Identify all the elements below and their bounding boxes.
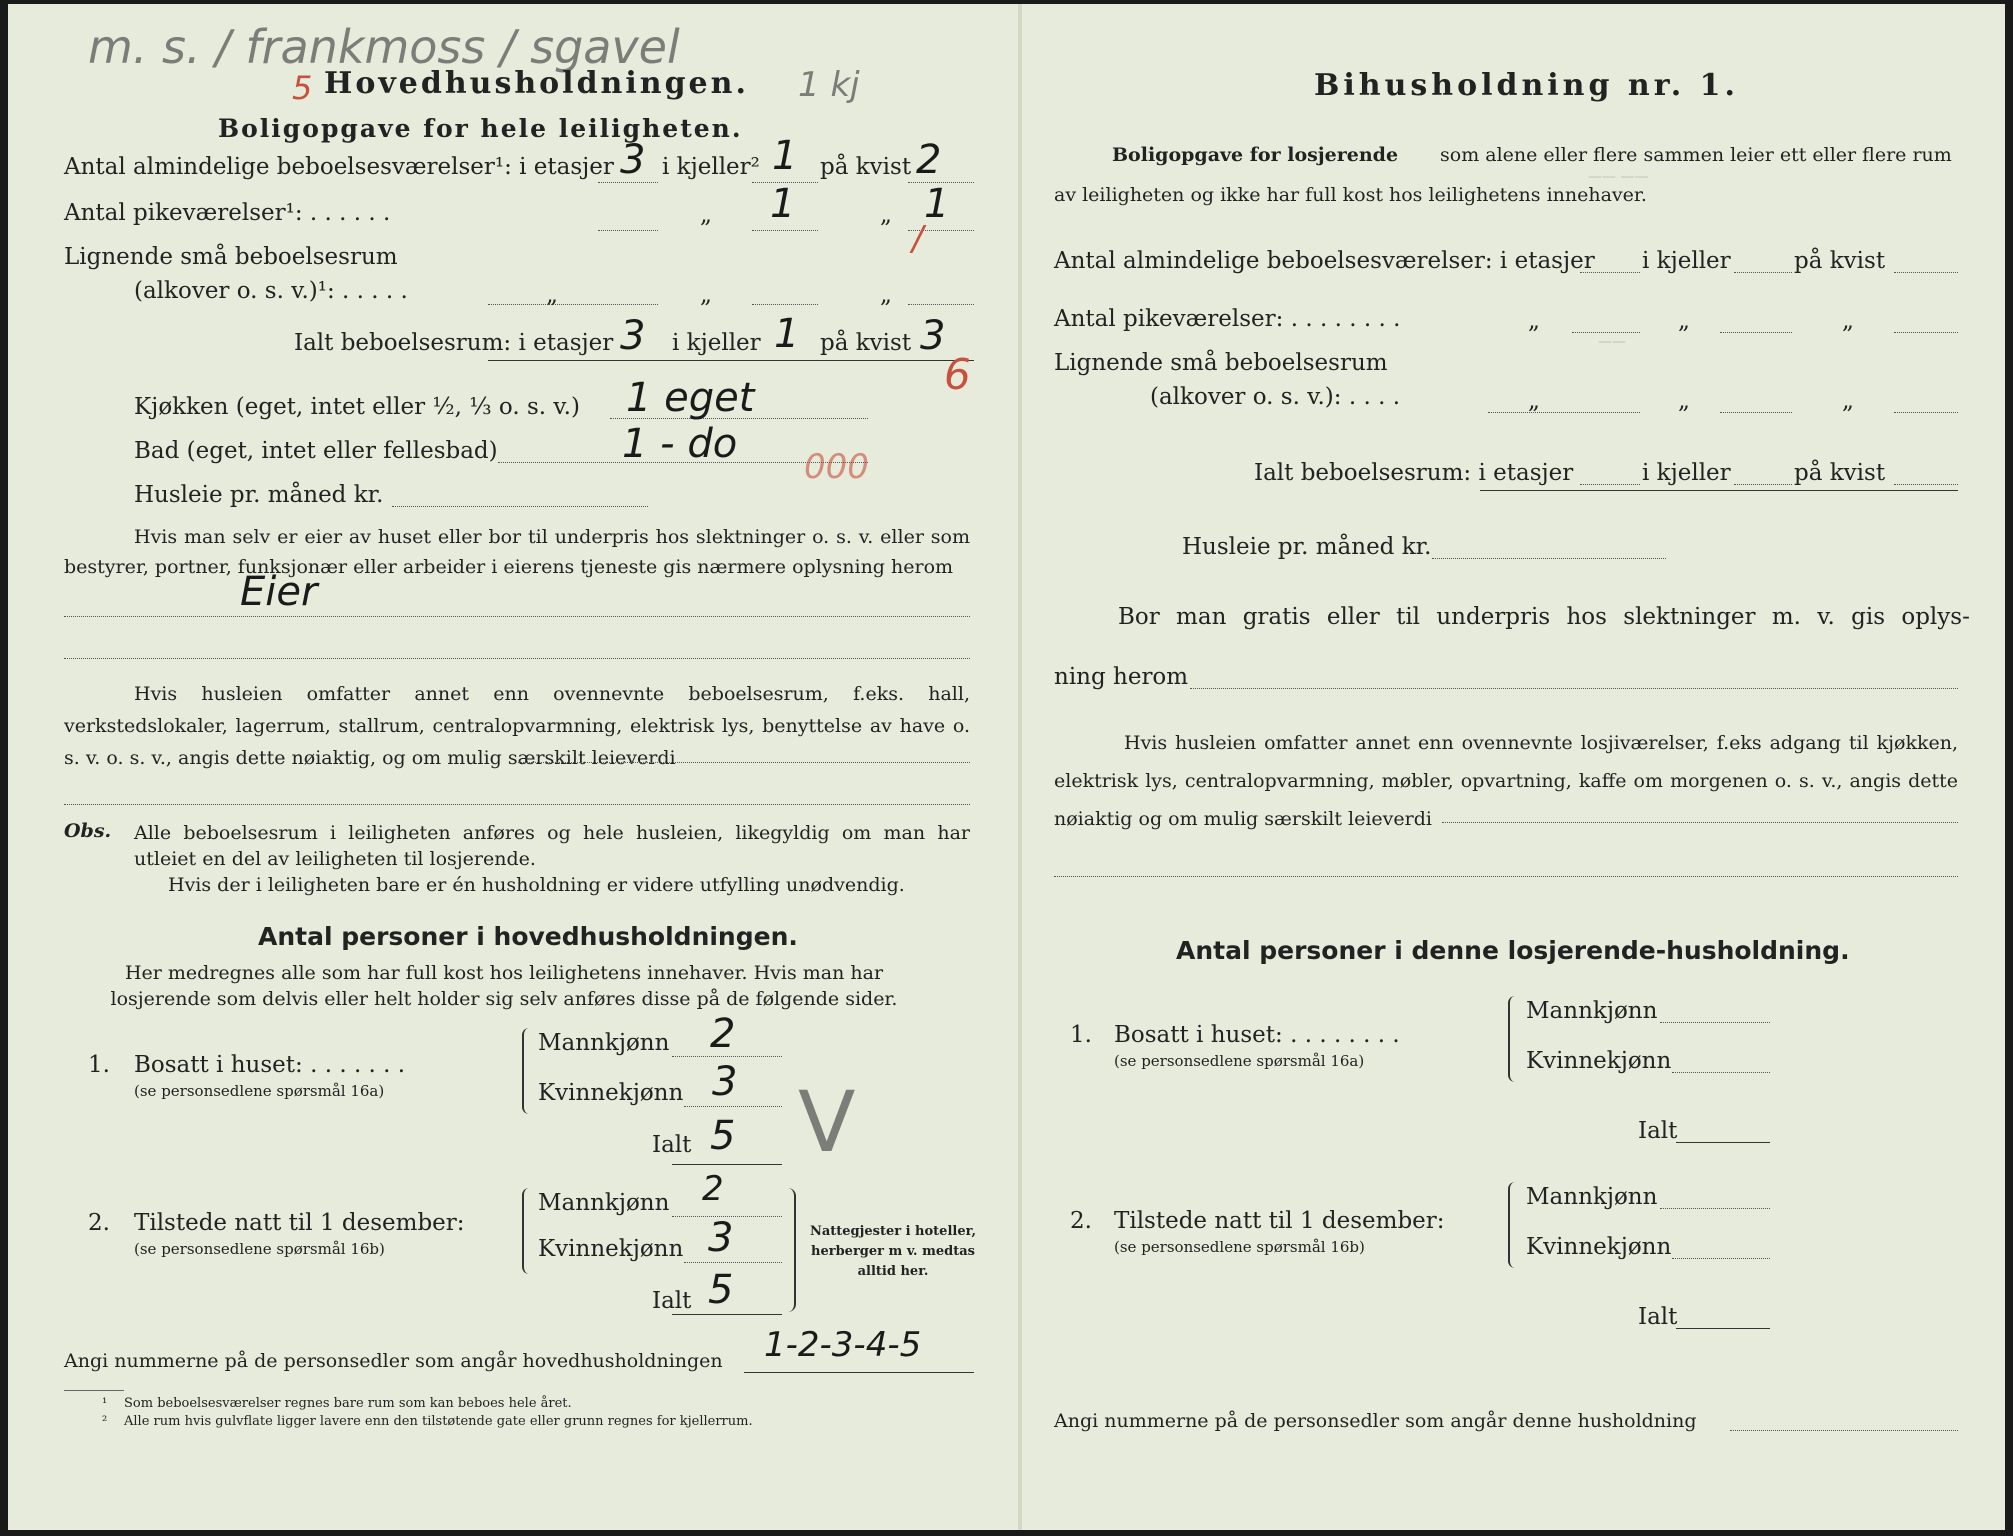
q1-kvinne-line: [684, 1106, 782, 1107]
handwritten-corner-note: 1 kj: [798, 65, 860, 105]
handwritten-pike-kvist: 1: [924, 181, 950, 227]
ialt-kvist-line: [1894, 484, 1958, 485]
alkover-kjeller-line: [1720, 412, 1792, 413]
ialt-beboelsesrum-label: Ialt beboelsesrum: i etasjer: [1254, 460, 1574, 486]
lignende-label: Lignende små beboelsesrum: [64, 244, 398, 270]
q1-mann-label: Mannkjønn: [1526, 998, 1658, 1024]
q2-mann-line: [1660, 1208, 1770, 1209]
i-kjeller-label: i kjeller: [1642, 248, 1731, 274]
pike-etasjer-line: [598, 230, 658, 231]
pike-kjeller-line: [752, 230, 818, 231]
footnote-1: Som beboelsesværelser regnes bare rum som kan beboes hele året.: [124, 1396, 572, 1411]
q2-ialt-line: [672, 1314, 782, 1315]
page-fold: [1018, 4, 1022, 1530]
obs-text-2: Hvis der i leiligheten bare er én husholdning er videre utfylling unødvendig.: [168, 874, 905, 896]
q1-kvinne-label: Kvinnekjønn: [1526, 1048, 1672, 1074]
kjokken-label: Kjøkken (eget, intet eller ½, ⅓ o. s. v.): [134, 394, 580, 420]
ditto-mark: „: [1528, 308, 1540, 334]
q1-number: 1.: [1070, 1022, 1092, 1048]
q2-kvinne-label: Kvinnekjønn: [538, 1236, 684, 1262]
census-form-sheet: [8, 4, 2005, 1530]
omfatter-instructions: Hvis husleien omfatter annet enn ovennevnte losjiværelser, f.eks adgang til kjøkken, elektrisk lys, centralopvarmning, møbler, opvartning, kaffe om morgenen o. s. v., angis dette nøiaktig og om mulig særskilt leieverdi: [1054, 732, 1958, 830]
handwritten-pike-kjeller: 1: [770, 181, 796, 227]
footnote-1-number: ¹: [102, 1396, 108, 1411]
paa-kvist-label: på kvist: [1794, 460, 1886, 486]
section-subtitle: Boligopgave for hele leiligheten.: [218, 114, 743, 143]
footnote-2: Alle rum hvis gulvflate ligger lavere enn den tilstøtende gate eller grunn regnes for kjellerrum.: [124, 1414, 753, 1429]
handwritten-page-mark: 5: [292, 69, 313, 107]
eier-line-2: [64, 658, 970, 659]
personer-title: Antal personer i denne losjerende-husholdning.: [1176, 936, 1850, 965]
q1-number: 1.: [88, 1052, 110, 1078]
i-kjeller-label: i kjeller: [672, 330, 761, 356]
q2-ialt-line: [1676, 1328, 1770, 1329]
q2-sub: (se personsedlene spørsmål 16b): [134, 1240, 385, 1258]
q1-ialt-label: Ialt: [1638, 1118, 1678, 1144]
q2-mann-label: Mannkjønn: [1526, 1184, 1658, 1210]
q2-sub: (se personsedlene spørsmål 16b): [1114, 1238, 1365, 1256]
alkover-kvist-line: [1894, 412, 1958, 413]
handwritten-etasjer: 3: [620, 137, 646, 183]
obs-text: Alle beboelsesrum i leiligheten anføres og hele husleien, likegyldig om man har utleiet en del av leiligheten til losjerende.: [134, 822, 970, 870]
handwritten-red-mark: /: [912, 219, 924, 259]
q1-brace: [522, 1028, 536, 1114]
paa-kvist-label: på kvist: [1794, 248, 1886, 274]
nattegjester-note: Nattegjester i hoteller, herberger m v. medtas alltid her.: [809, 1224, 977, 1279]
kvist-line: [1894, 272, 1958, 273]
ialt-kjeller-line: [1734, 484, 1792, 485]
pike-kjeller-line: [1720, 332, 1792, 333]
q2-ialt-label: Ialt: [652, 1288, 692, 1314]
omfatter-instructions: Hvis husleien omfatter annet enn ovennevnte beboelsesrum, f.eks. hall, verkstedslokaler, lagerrum, stallrum, centralopvarmning, elektrisk lys, benyttelse av have o. s. v. o. s. v., angis dette nøiaktig, og om mulig særskilt leieverdi: [64, 683, 970, 769]
q2-brace: [1508, 1182, 1522, 1268]
husleie-label: Husleie pr. måned kr.: [134, 482, 384, 508]
q2-kvinne-line: [684, 1262, 782, 1263]
pike-kvist-line: [1894, 332, 1958, 333]
handwritten-tick: V: [798, 1073, 856, 1171]
ditto-mark: „: [1678, 388, 1690, 414]
nattegjester-brace: [780, 1188, 796, 1312]
alkover-etasjer-line: [1488, 412, 1640, 413]
paa-kvist-label: på kvist: [820, 330, 912, 356]
q2-kvinne-line: [1672, 1258, 1770, 1259]
leieverdi-line: [1442, 822, 1958, 823]
handwritten-ialt-kjeller: 1: [774, 311, 800, 357]
intro-line-2: av leiligheten og ikke har full kost hos leilighetens innehaver.: [1054, 184, 1647, 206]
ditto-mark: „: [1528, 388, 1540, 414]
husleie-label: Husleie pr. måned kr.: [1182, 534, 1432, 560]
handwritten-eier: Eier: [240, 569, 318, 615]
pike-etasjer-line: [1572, 332, 1640, 333]
ditto-mark: „: [1678, 308, 1690, 334]
footnote-2-number: ²: [102, 1414, 108, 1429]
section-title-bihusholdning: Bihusholdning nr. 1.: [1314, 68, 1739, 103]
q1-sub: (se personsedlene spørsmål 16a): [134, 1082, 385, 1100]
kjeller-line: [1734, 272, 1792, 273]
handwritten-q1-mann: 2: [710, 1011, 736, 1057]
ditto-mark: „: [880, 202, 892, 228]
intro-rest: som alene eller flere sammen leier ett eller flere rum: [1440, 144, 1952, 166]
q1-label: Bosatt i huset: . . . . . . .: [134, 1052, 406, 1078]
q1-kvinne-line: [1672, 1072, 1770, 1073]
q2-brace: [522, 1188, 536, 1274]
husleie-line: [1432, 558, 1666, 559]
ditto-mark: „: [700, 282, 712, 308]
q2-label: Tilstede natt til 1 desember:: [134, 1210, 465, 1236]
q1-kvinne-label: Kvinnekjønn: [538, 1080, 684, 1106]
section-title-hovedhusholdningen: Hovedhusholdningen.: [324, 66, 749, 101]
husleie-line: [392, 506, 648, 507]
handwritten-q1-kvinne: 3: [712, 1059, 738, 1105]
eier-instructions: Hvis man selv er eier av huset eller bor til underpris hos slektninger o. s. v. eller som bestyrer, portner, funksjonær eller arbeider i eierens tjeneste gis nærmere oplysning herom: [64, 526, 970, 578]
leieverdi-line-2: [64, 804, 970, 805]
ialt-beboelsesrum-label: Ialt beboelsesrum: i etasjer: [294, 330, 614, 356]
lignende-label: Lignende små beboelsesrum: [1054, 350, 1388, 376]
alkover-kvist-line: [908, 304, 974, 305]
i-kjeller-label: i kjeller²: [662, 154, 760, 180]
q1-mann-line: [1660, 1022, 1770, 1023]
handwritten-red-ooo: 000: [804, 447, 869, 487]
handwritten-kvist: 2: [916, 137, 942, 183]
etasjer-line: [1580, 272, 1640, 273]
leieverdi-line-2: [1054, 876, 1958, 877]
paa-kvist-label: på kvist: [820, 154, 912, 180]
alkover-label: (alkover o. s. v.): . . . .: [1150, 384, 1401, 410]
handwritten-kjeller: 1: [772, 133, 798, 179]
handwritten-kjokken: 1 eget: [626, 375, 755, 421]
personer-title: Antal personer i hovedhusholdningen.: [258, 922, 798, 951]
footnote-rule: [64, 1390, 124, 1391]
gratis-text: Bor man gratis eller til underpris hos slektninger m. v. gis oplys-: [1118, 604, 1970, 630]
bad-label: Bad (eget, intet eller fellesbad): [134, 438, 498, 464]
q2-kvinne-label: Kvinnekjønn: [1526, 1234, 1672, 1260]
q1-brace: [1508, 996, 1522, 1082]
antal-beboelsesvaerelser-label: Antal almindelige beboelsesværelser¹: i etasjer: [64, 154, 614, 180]
handwritten-bad: 1 - do: [622, 421, 738, 467]
bleed-through-mark: —— ——: [1588, 169, 1649, 185]
ditto-mark: „: [546, 282, 558, 308]
ditto-mark: „: [1842, 308, 1854, 334]
alkover-kjeller-line: [752, 304, 818, 305]
handwritten-q2-kvinne: 3: [708, 1215, 734, 1261]
gratis-text-2: ning herom: [1054, 664, 1189, 690]
ialt-underline: [488, 360, 974, 361]
handwritten-q2-ialt: 5: [708, 1267, 734, 1313]
handwritten-red-six: 6: [944, 350, 971, 399]
ditto-mark: „: [880, 282, 892, 308]
angi-nummerne-line: [744, 1372, 974, 1373]
bleed-through-mark: ——: [1598, 334, 1626, 350]
handwritten-top-note: m. s. / frankmoss / sgavel: [88, 20, 680, 74]
q1-label: Bosatt i huset: . . . . . . . .: [1114, 1022, 1400, 1048]
q2-ialt-label: Ialt: [1638, 1304, 1678, 1330]
q2-label: Tilstede natt til 1 desember:: [1114, 1208, 1445, 1234]
handwritten-ialt-etasjer: 3: [620, 313, 646, 359]
q1-ialt-label: Ialt: [652, 1132, 692, 1158]
handwritten-nummerne: 1-2-3-4-5: [764, 1325, 922, 1365]
q2-mann-label: Mannkjønn: [538, 1190, 670, 1216]
ditto-mark: „: [700, 202, 712, 228]
angi-nummerne-label: Angi nummerne på de personsedler som angår hovedhusholdningen: [64, 1350, 723, 1372]
i-kjeller-label: i kjeller: [1642, 460, 1731, 486]
antal-pikevaerelser-label: Antal pikeværelser¹: . . . . . .: [64, 200, 391, 226]
q2-number: 2.: [88, 1210, 110, 1236]
handwritten-ialt-kvist: 3: [920, 313, 946, 359]
q1-mann-label: Mannkjønn: [538, 1030, 670, 1056]
q1-ialt-line: [672, 1164, 782, 1165]
alkover-etasjer-line: [488, 304, 658, 305]
q1-ialt-line: [1676, 1142, 1770, 1143]
eier-line: [64, 616, 970, 617]
handwritten-q1-ialt: 5: [710, 1113, 736, 1159]
personer-text: Her medregnes alle som har full kost hos leilighetens innehaver. Hvis man har losjerende som delvis eller helt holder sig selv anføres disse på de følgende sider.: [110, 962, 898, 1010]
antal-pikevaerelser-label: Antal pikeværelser: . . . . . . . .: [1054, 306, 1401, 332]
leieverdi-line: [518, 762, 970, 763]
ialt-underline: [1480, 490, 1958, 491]
q2-number: 2.: [1070, 1208, 1092, 1234]
ialt-etasjer-line: [1580, 484, 1640, 485]
angi-nummerne-label: Angi nummerne på de personsedler som angår denne husholdning: [1054, 1410, 1697, 1432]
angi-nummerne-line: [1730, 1430, 1958, 1431]
intro-bold: Boligopgave for losjerende: [1112, 144, 1399, 166]
antal-beboelsesvaerelser-label: Antal almindelige beboelsesværelser: i etasjer: [1054, 248, 1595, 274]
handwritten-q2-mann: 2: [702, 1169, 724, 1209]
q1-sub: (se personsedlene spørsmål 16a): [1114, 1052, 1365, 1070]
gratis-line: [1190, 688, 1958, 689]
obs-label: Obs.: [64, 820, 112, 842]
alkover-label: (alkover o. s. v.)¹: . . . . .: [134, 278, 408, 304]
ditto-mark: „: [1842, 388, 1854, 414]
